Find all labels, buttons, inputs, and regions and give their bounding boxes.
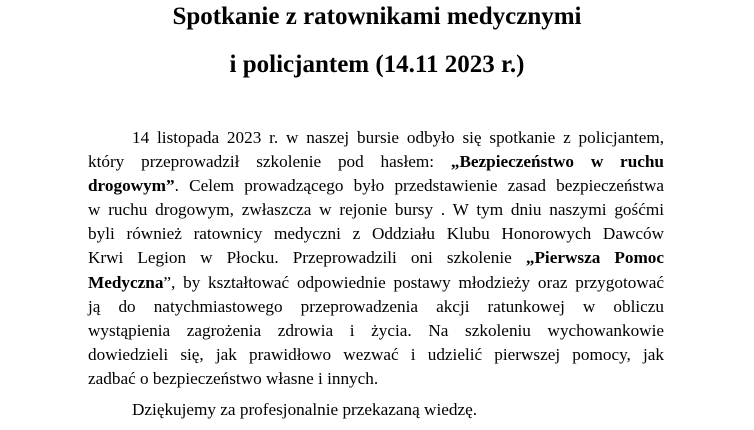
page-title-line-1: Spotkanie z ratownikami medycznymi xyxy=(172,3,582,30)
line-text: wystąpienia zagrożenia zdrowia i życia. Na szkoleniu wychowankowie xyxy=(88,320,664,340)
emphasized-text: „Pierwsza Pomoc xyxy=(525,248,664,268)
thanks-paragraph: Dziękujemy za profesjonalnie przekazaną wiedzę. xyxy=(132,400,478,419)
paragraph-line xyxy=(88,150,664,174)
paragraph-line xyxy=(88,198,664,222)
paragraph-line xyxy=(88,222,664,246)
page-title-line-2: i policjantem (14.11 2023 r.) xyxy=(229,51,525,78)
line-text: w ruchu drogowym, zwłaszcza w rejonie bursy . W tym dniu naszymi gośćmi xyxy=(88,200,664,220)
emphasized-text: Medyczna xyxy=(88,272,164,292)
line-text: 14 listopada 2023 r. w naszej bursie odbyło się spotkanie z policjantem, xyxy=(132,128,664,147)
line-text: . Celem prowadzącego było przedstawienie zasad bezpieczeństwa xyxy=(174,176,664,196)
line-text: Krwi Legion w Płocku. Przeprowadzili oni szkolenie xyxy=(88,248,526,268)
line-text: ją do natychmiastowego przeprowadzenia akcji ratunkowej w obliczu xyxy=(88,296,664,316)
body-paragraph xyxy=(88,126,664,391)
line-text: byli również ratownicy medyczni z Oddziału Klubu Honorowych Dawców xyxy=(88,224,664,244)
paragraph-line xyxy=(88,343,664,367)
line-text: dowiedzieli się, jak prawidłowo wezwać i udzielić pierwszej pomocy, jak xyxy=(88,344,664,364)
emphasized-text: drogowym” xyxy=(88,176,175,196)
paragraph-line xyxy=(88,295,664,319)
line-text: ”, by kształtować odpowiednie postawy młodzieży oraz przygotować xyxy=(163,272,664,292)
line-text: zadbać o bezpieczeństwo własne i innych. xyxy=(88,368,379,388)
line-text: który przeprowadził szkolenie pod hasłem: xyxy=(88,152,451,172)
paragraph-line xyxy=(88,271,664,295)
paragraph-line xyxy=(88,174,664,198)
paragraph-line xyxy=(88,319,664,343)
paragraph-line xyxy=(88,246,664,270)
emphasized-text: „Bezpieczeństwo w ruchu xyxy=(450,152,664,172)
paragraph-line xyxy=(88,126,664,150)
paragraph-line xyxy=(88,367,664,391)
